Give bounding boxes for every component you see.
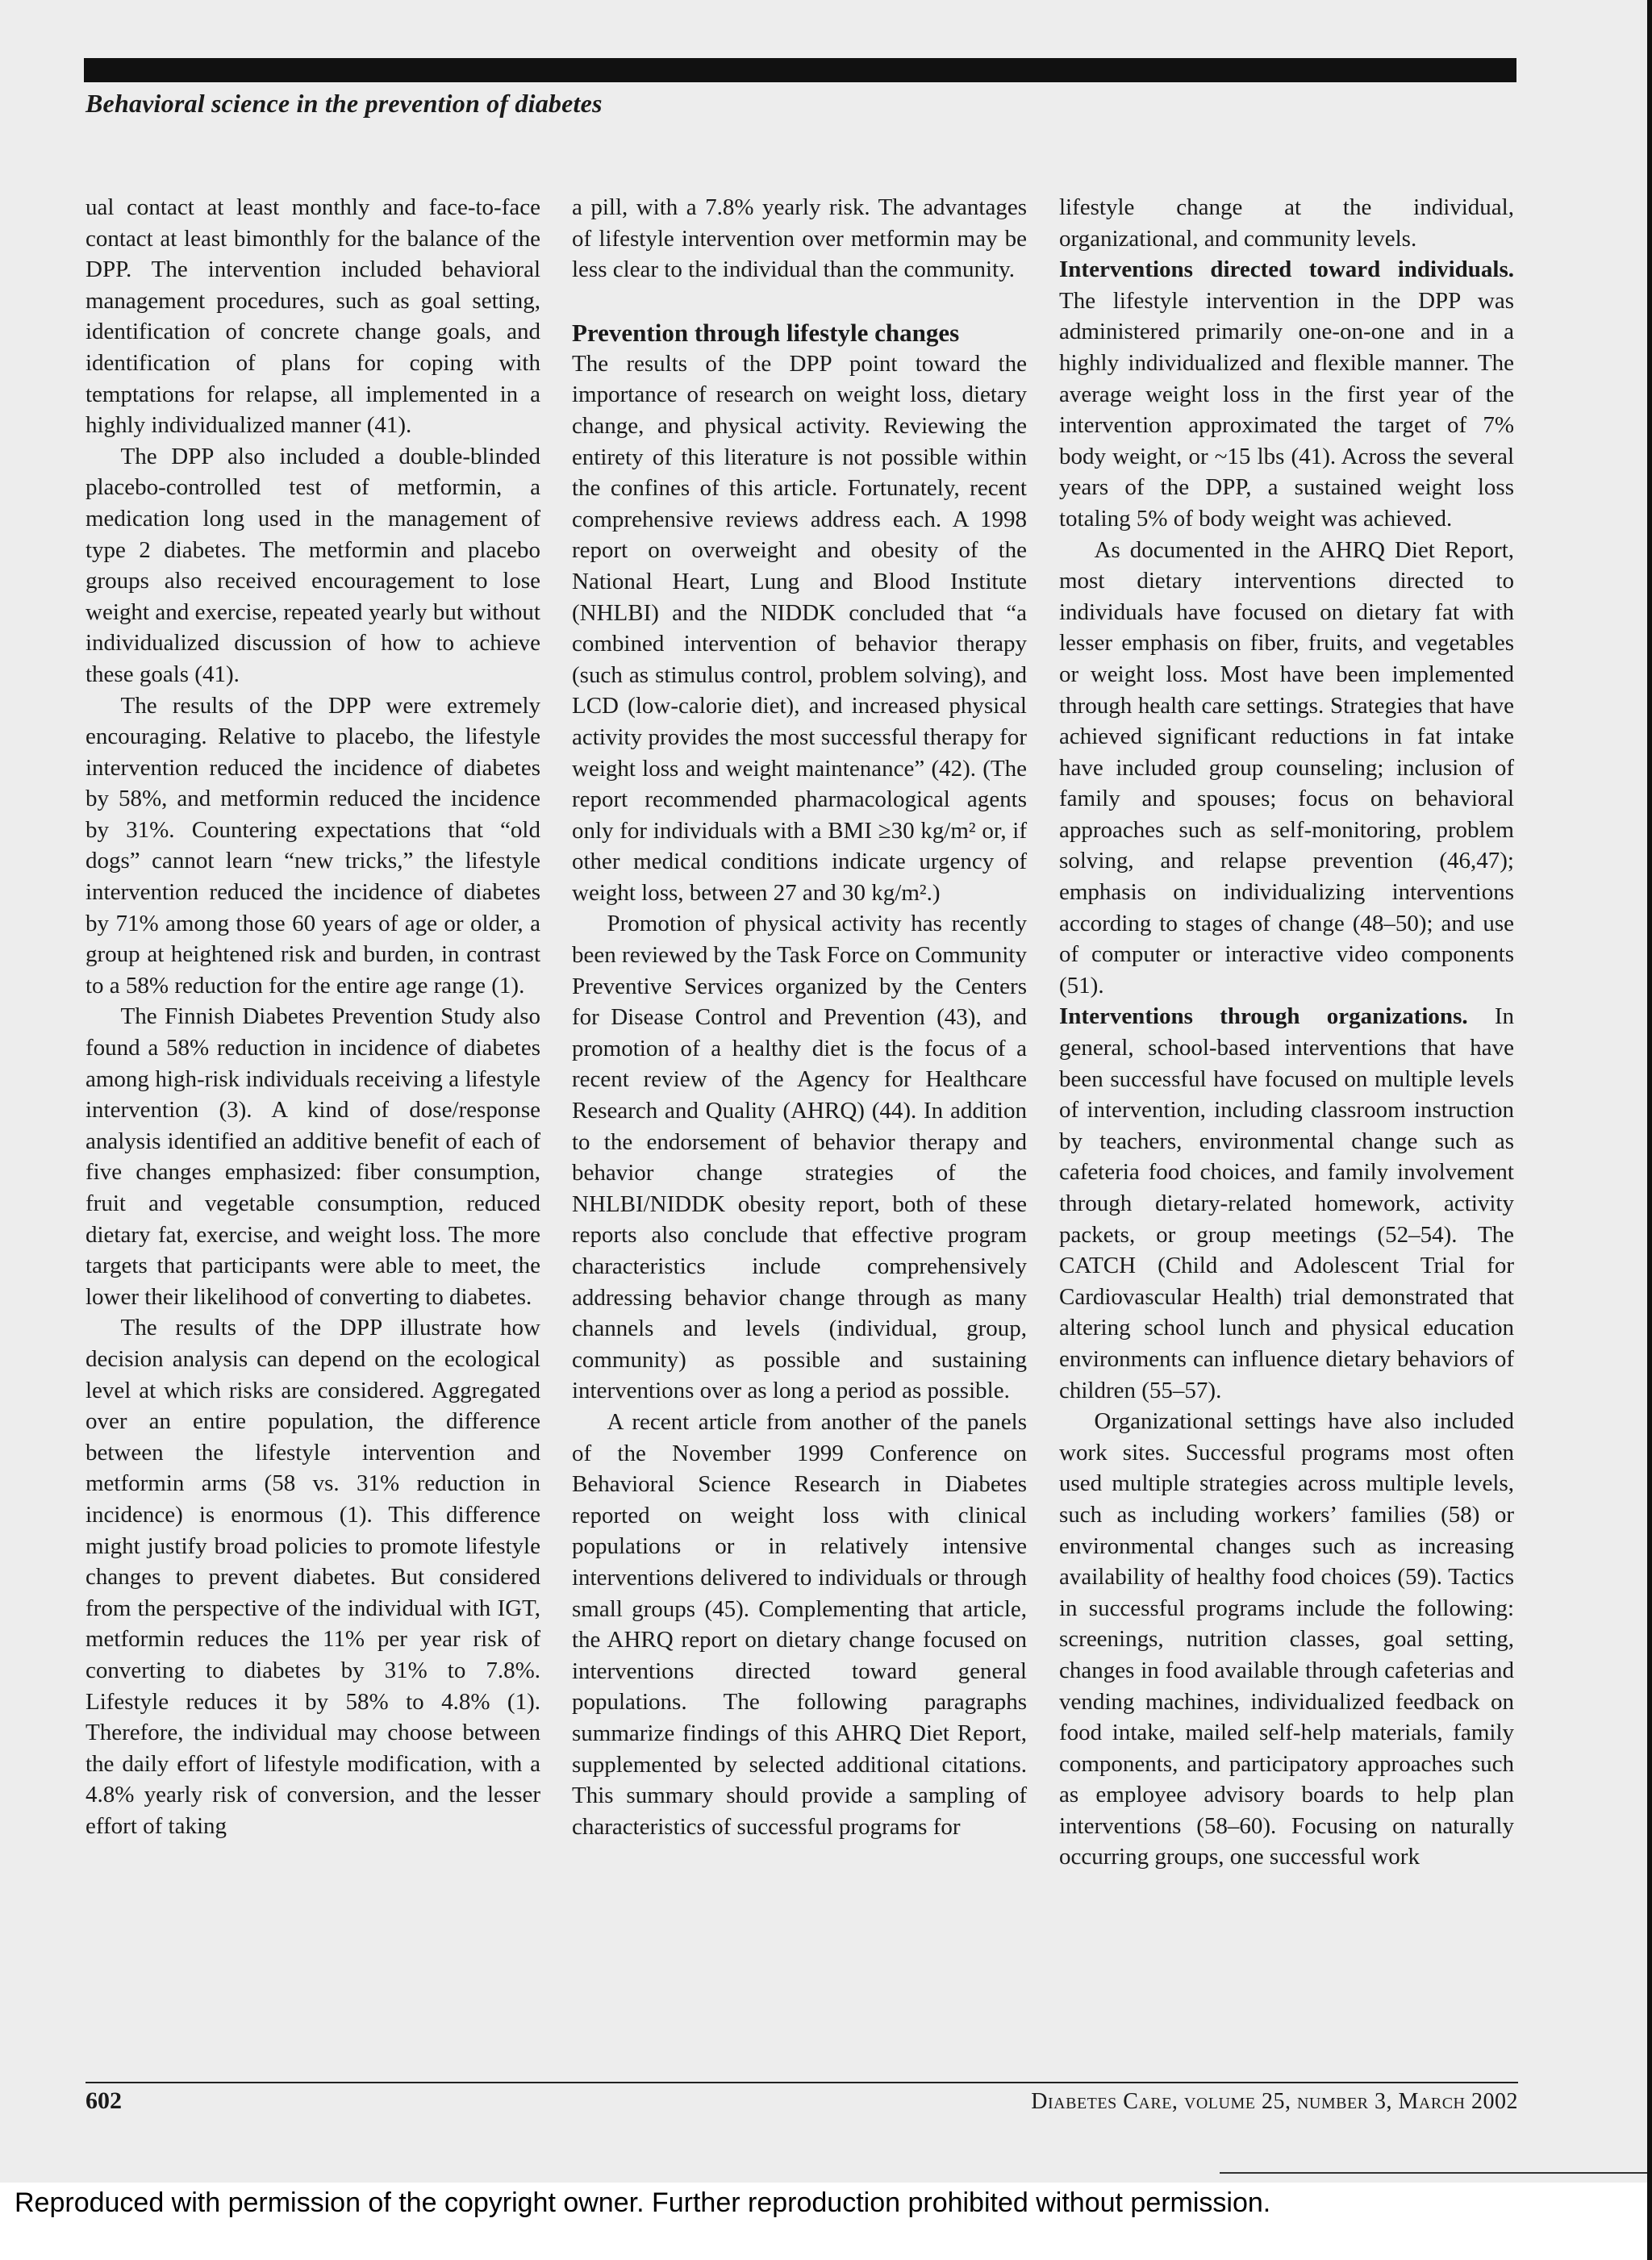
- subsection-heading: Interventions directed toward individuals.: [1059, 256, 1514, 283]
- journal-reference: Diabetes Care, volume 25, number 3, March 2002: [1031, 2089, 1518, 2114]
- text-column-2: [572, 192, 1027, 2039]
- paragraph: As documented in the AHRQ Diet Report, most dietary interventions directed to individuals have focused on dietary fat with lesser emphasis on fiber, fruits, and vegetables or weight loss. Most have been implemented through health care settings. Strategies that have achieved significant reductions in fat intake have included group counseling; inclusion of family and spouses; focus on behavioral approaches such as self-monitoring, problem solving, and relapse prevention (46,47); emphasis on individualizing interventions according to stages of change (48–50); and use of computer or interactive video components (51).: [1059, 536, 1514, 999]
- section-heading: Prevention through lifestyle changes: [572, 318, 960, 347]
- page-number: 602: [86, 2087, 122, 2114]
- scan-border: [1647, 0, 1652, 2260]
- text-column-3: [1059, 192, 1514, 2039]
- header-bar: [84, 58, 1516, 82]
- running-title: Behavioral science in the prevention of diabetes: [86, 89, 603, 118]
- paragraph: [1059, 254, 1514, 534]
- paragraph: Promotion of physical activity has recently been reviewed by the Task Force on Community Preventive Services organized by the Centers for Disease Control and Prevention (43), and promotion of a healthy diet is the focus of a recent review of the Agency for Healthcare Research and Quality (AHRQ) (44). In addition to the endorsement of behavior therapy and behavior change strategies of the NHLBI/NIDDK obesity report, both of these reports also conclude that effective program characteristics include comprehensively addressing behavior change through as many channels and levels (individual, group, community) as possible and sustaining interventions over as long a period as possible.: [572, 911, 1027, 1404]
- copyright-notice: Reproduced with permission of the copyright owner. Further reproduction prohibited without permission.: [15, 2187, 1271, 2218]
- paragraph-text: The lifestyle intervention in the DPP was administered primarily one-on-one and in a highly individualized and flexible manner. The average weight loss in the first year of the intervention approximated the target of 7% body weight, or ~15 lbs (41). Across the several years of the DPP, a sustained weight loss totaling 5% of body weight was achieved.: [1059, 287, 1514, 532]
- paragraph: lifestyle change at the individual, organizational, and community levels.: [1059, 194, 1514, 252]
- paragraph: The Finnish Diabetes Prevention Study also found a 58% reduction in incidence of diabetes among high-risk individuals receiving a lifestyle intervention (3). A kind of dose/response analysis identified an additive benefit of each of five changes emphasized: fiber consumption, fruit and vegetable consumption, reduced dietary fat, exercise, and weight loss. The more targets that participants were able to meet, the lower their likelihood of converting to diabetes.: [86, 1003, 540, 1310]
- paragraph: a pill, with a 7.8% yearly risk. The advantages of lifestyle intervention over metformin may be less clear to the individual than the community.: [572, 194, 1027, 283]
- text-column-1: [86, 192, 540, 2039]
- paragraph: The results of the DPP illustrate how decision analysis can depend on the ecological level at which risks are considered. Aggregated over an entire population, the difference between the lifestyle intervention and metformin arms (58 vs. 31% reduction in incidence) is enormous (1). This difference might justify broad policies to promote lifestyle changes to prevent diabetes. But considered from the perspective of the individual with IGT, metformin reduces the 11% per year risk of converting to diabetes by 31% to 7.8%. Lifestyle reduces it by 58% to 4.8% (1). Therefore, the individual may choose between the daily effort of lifestyle modification, with a 4.8% yearly risk of conversion, and the lesser effort of taking: [86, 1315, 540, 1839]
- paragraph: [1059, 1001, 1514, 1406]
- subsection-heading: Interventions through organizations.: [1059, 1003, 1468, 1030]
- footer-divider: [86, 2082, 1518, 2083]
- paragraph: ual contact at least monthly and face-to-face contact at least bimonthly for the balance of the DPP. The intervention included behavioral management procedures, such as goal setting, identification of concrete change goals, and identification of plans for coping with temptations for relapse, all implemented in a highly individualized manner (41).: [86, 194, 540, 439]
- paragraph: The DPP also included a double-blinded placebo-controlled test of metformin, a medication long used in the management of type 2 diabetes. The metformin and placebo groups also received encouragement to lose weight and exercise, repeated yearly but without individualized discussion of how to achieve these goals (41).: [86, 443, 540, 687]
- paragraph: A recent article from another of the panels of the November 1999 Conference on Behavioral Science Research in Diabetes reported on weight loss with clinical populations or in relatively intensive interventions delivered to individuals or through small groups (45). Complementing that article, the AHRQ report on dietary change focused on interventions directed toward general populations. The following paragraphs summarize findings of this AHRQ Diet Report, supplemented by selected additional citations. This summary should provide a sampling of characteristics of successful programs for: [572, 1408, 1027, 1840]
- paragraph: The results of the DPP point toward the importance of research on weight loss, dietary change, and physical activity. Reviewing the entirety of this literature is not possible within the confines of this article. Fortunately, recent comprehensive reviews address each. A 1998 report on overweight and obesity of the National Heart, Lung and Blood Institute (NHLBI) and the NIDDK concluded that “a combined intervention of behavior therapy (such as stimulus control, problem solving), and LCD (low-calorie diet), and increased physical activity provides the most successful therapy for weight loss and weight maintenance” (42). (The report recommended pharmacological agents only for individuals with a BMI ≥30 kg/m² or, if other medical conditions indicate urgency of weight loss, between 27 and 30 kg/m².): [572, 350, 1027, 906]
- bottom-divider: [1220, 2172, 1647, 2174]
- paragraph: Organizational settings have also included work sites. Successful programs most often used multiple strategies across multiple levels, such as including workers’ families (58) or environmental changes such as increasing availability of healthy food choices (59). Tactics in successful programs include the following: screenings, nutrition classes, goal setting, changes in food available through cafeterias and vending machines, individualized feedback on food intake, mailed self-help materials, family components, and participatory approaches such as employee advisory boards to help plan interventions (58–60). Focusing on naturally occurring groups, one successful work: [1059, 1408, 1514, 1870]
- paragraph: The results of the DPP were extremely encouraging. Relative to placebo, the lifestyle intervention reduced the incidence of diabetes by 58%, and metformin reduced the incidence by 31%. Countering expectations that “old dogs” cannot learn “new tricks,” the lifestyle intervention reduced the incidence of diabetes by 71% among those 60 years of age or older, a group at heightened risk and burden, in contrast to a 58% reduction for the entire age range (1).: [86, 692, 540, 999]
- paragraph-text: In general, school-based interventions that have been successful have focused on multiple levels of intervention, including classroom instruction by teachers, environmental change such as cafeteria food choices, and family involvement through dietary-related homework, activity packets, or group meetings (52–54). The CATCH (Child and Adolescent Trial for Cardiovascular Health) trial demonstrated that altering school lunch and physical education environments can influence dietary behaviors of children (55–57).: [1059, 1003, 1515, 1403]
